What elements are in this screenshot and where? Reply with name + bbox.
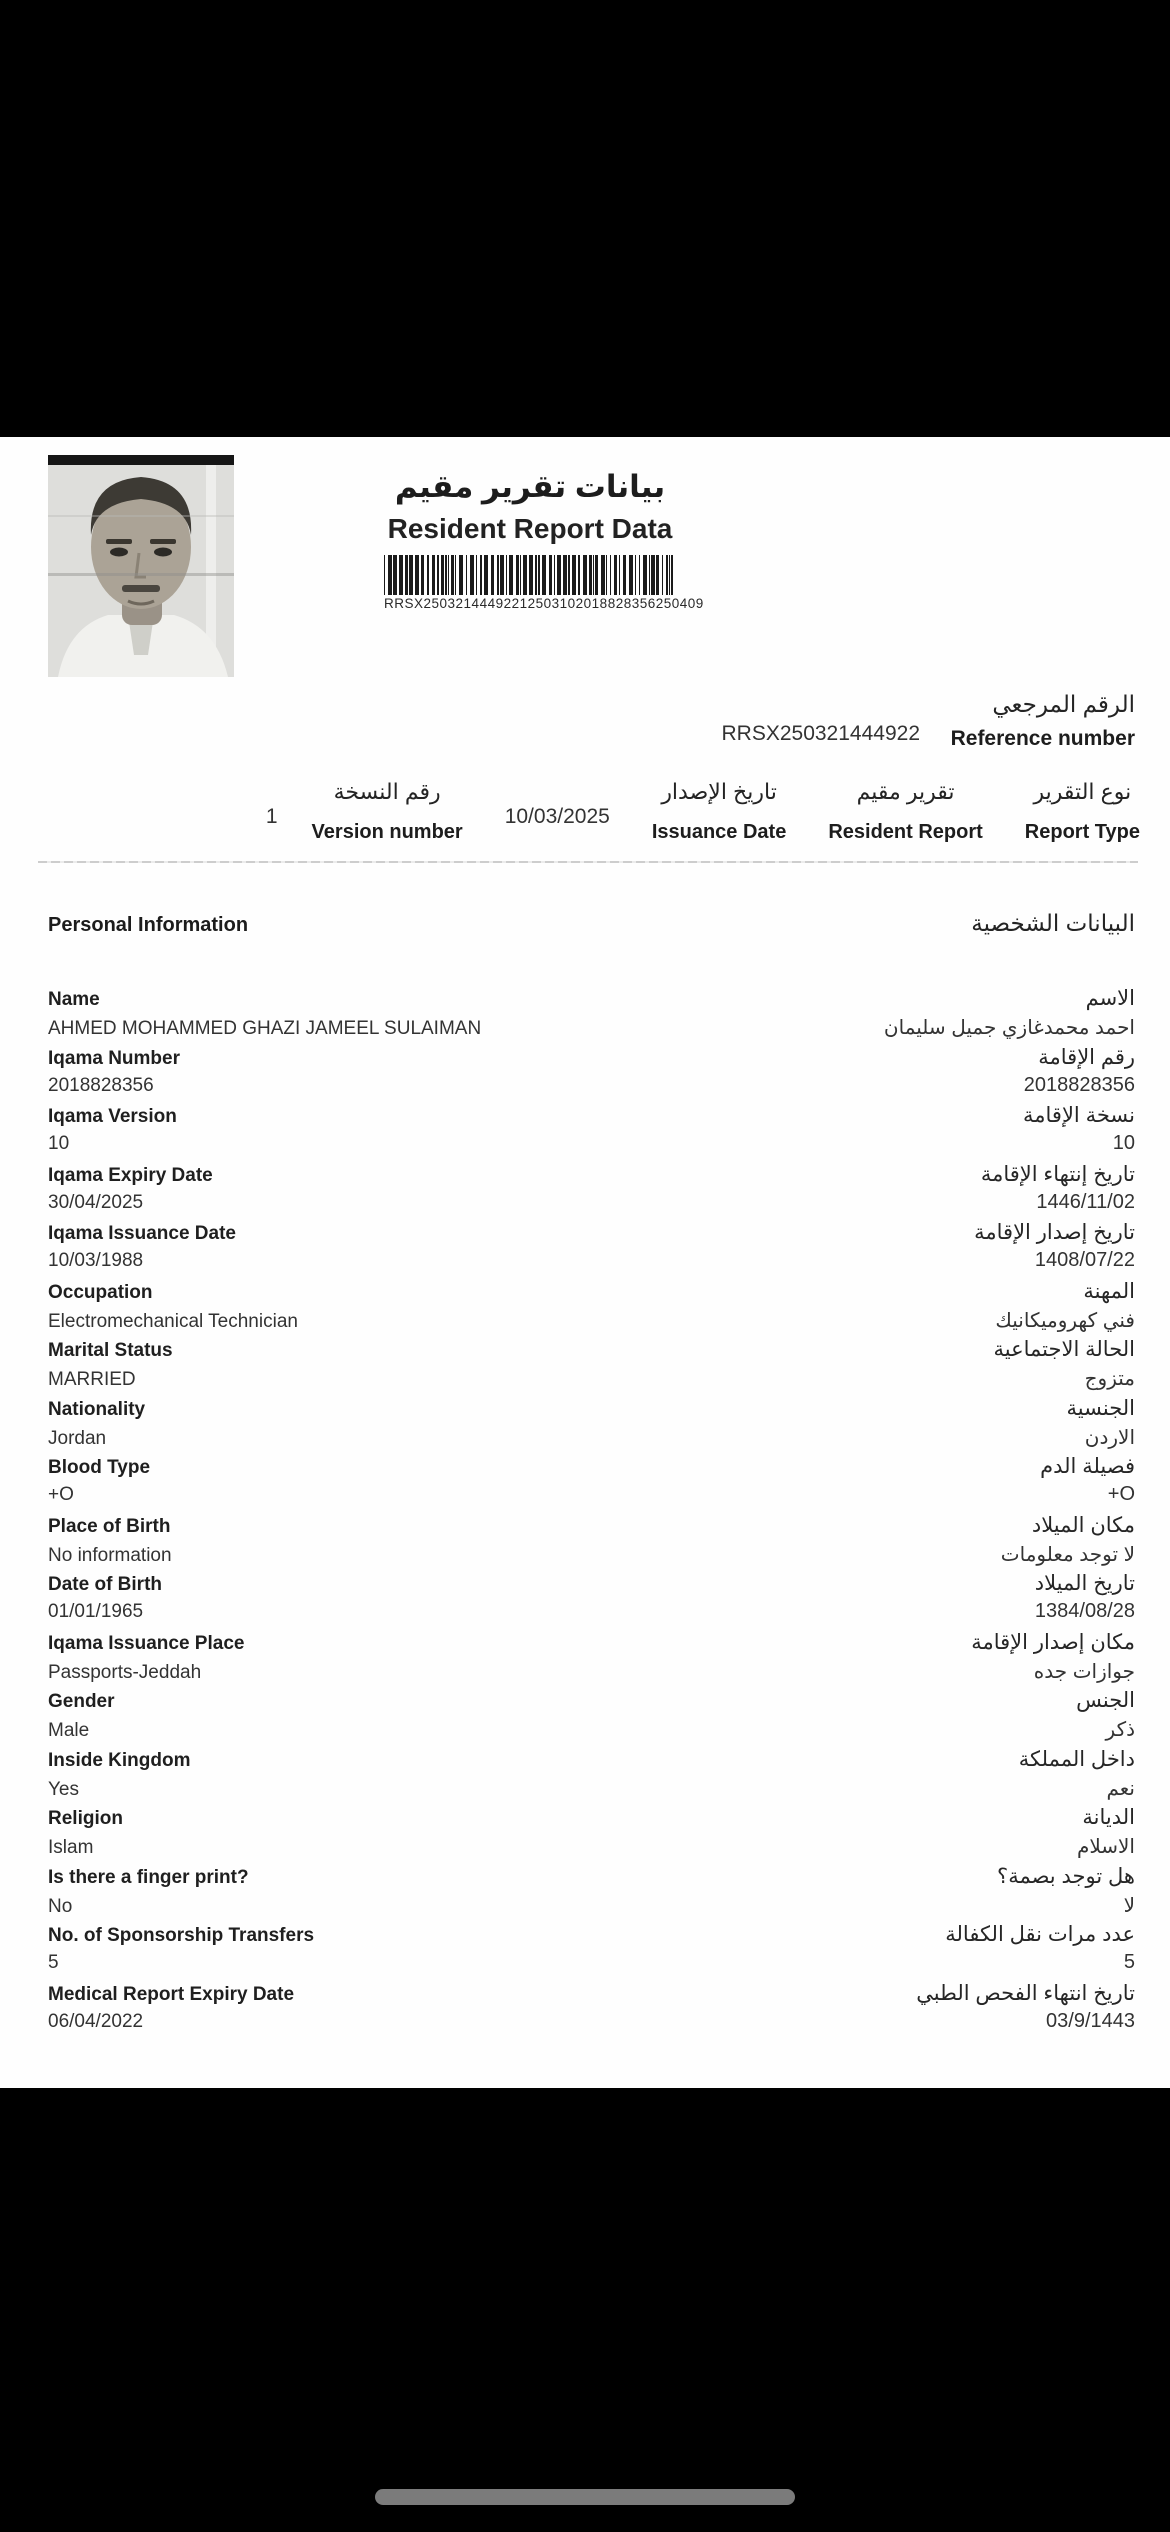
version-number-value: 1 — [265, 805, 278, 828]
issuance-date-label-english: Issuance Date — [651, 821, 787, 843]
version-number-label-english: Version number — [311, 821, 463, 843]
field-row — [48, 1922, 1135, 1981]
field-label-line — [48, 1864, 1135, 1893]
field-value-english: 01/01/1965 — [48, 1601, 144, 1622]
field-value-english: Male — [48, 1720, 90, 1741]
field-value-arabic: ذكر — [1105, 1719, 1135, 1741]
field-row — [48, 1162, 1135, 1221]
field-value-arabic: لا توجد معلومات — [1000, 1543, 1135, 1566]
field-row — [48, 1045, 1135, 1104]
field-value-arabic: لا — [1123, 1894, 1135, 1917]
field-value-line — [48, 1425, 1135, 1454]
field-label-arabic: الحالة الاجتماعية — [993, 1338, 1135, 1361]
field-value-line — [48, 1717, 1135, 1746]
report-value-arabic: تقرير مقيم — [856, 779, 955, 804]
barcode-block — [384, 555, 704, 611]
field-value-arabic: O+ — [1107, 1483, 1135, 1505]
field-row — [48, 1279, 1135, 1338]
field-value-arabic: 1446/11/02 — [1036, 1190, 1135, 1213]
field-label-line — [48, 1045, 1135, 1074]
field-value-arabic: الاردن — [1084, 1426, 1135, 1449]
field-label-arabic: تاريخ إنتهاء الإقامة — [980, 1162, 1135, 1186]
field-label-arabic: هل توجد بصمة؟ — [997, 1864, 1135, 1888]
field-label-line — [48, 1747, 1135, 1776]
field-row — [48, 1688, 1135, 1747]
field-label-line — [48, 1103, 1135, 1132]
field-value-english: Yes — [48, 1778, 79, 1800]
field-label-english: Iqama Issuance Date — [48, 1223, 236, 1244]
field-label-arabic: المهنة — [1083, 1279, 1135, 1303]
report-type-value-group — [828, 777, 982, 845]
field-value-line — [48, 1542, 1135, 1571]
field-value-line — [48, 1893, 1135, 1922]
field-label-english: Name — [48, 989, 100, 1010]
field-value-line — [48, 1191, 1135, 1220]
field-label-arabic: تاريخ الميلاد — [1034, 1572, 1135, 1595]
field-value-line — [48, 1659, 1135, 1688]
reference-number-value: RRSX250321444922 — [721, 722, 920, 745]
field-value-english: 10/03/1988 — [48, 1250, 144, 1271]
field-row — [48, 1864, 1135, 1923]
personal-information-title-english: Personal Information — [48, 914, 249, 936]
field-value-arabic: 10 — [1112, 1132, 1135, 1154]
field-label-english: Place of Birth — [48, 1515, 171, 1537]
reference-number-block — [951, 689, 1135, 753]
field-label-line — [48, 1220, 1135, 1249]
document-title-arabic: بيانات تقرير مقيم — [394, 469, 666, 504]
issuance-date-value: 10/03/2025 — [504, 805, 610, 828]
field-label-arabic: مكان إصدار الإقامة — [971, 1630, 1135, 1654]
field-label-english: Occupation — [48, 1281, 153, 1303]
report-meta-row — [266, 777, 1140, 845]
field-label-arabic: رقم الإقامة — [1038, 1045, 1135, 1069]
field-label-arabic: تاريخ إصدار الإقامة — [974, 1221, 1135, 1244]
field-row — [48, 1981, 1135, 2040]
field-label-arabic: فصيلة الدم — [1040, 1455, 1135, 1478]
field-value-english: Jordan — [48, 1427, 107, 1449]
field-label-english: Iqama Issuance Place — [48, 1632, 245, 1654]
field-value-english: No information — [48, 1544, 172, 1566]
field-value-english: No — [48, 1895, 73, 1917]
issuance-date-group — [652, 777, 787, 845]
field-value-line — [48, 1366, 1135, 1395]
field-value-arabic: فني كهروميكانيك — [995, 1309, 1135, 1332]
field-label-line — [48, 1513, 1135, 1542]
field-value-english: Electromechanical Technician — [48, 1310, 298, 1332]
field-label-english: Religion — [48, 1808, 123, 1829]
field-value-line — [48, 1074, 1135, 1103]
field-value-arabic: 1408/07/22 — [1034, 1249, 1135, 1271]
field-label-line — [48, 1162, 1135, 1191]
report-type-group — [1025, 777, 1140, 845]
field-label-line — [48, 1396, 1135, 1425]
field-value-line — [48, 1776, 1135, 1805]
field-value-line — [48, 1015, 1135, 1044]
field-label-arabic: نسخة الإقامة — [1023, 1104, 1135, 1127]
field-value-english: 06/04/2022 — [48, 2010, 144, 2032]
reference-label-arabic: الرقم المرجعي — [992, 691, 1135, 717]
field-value-english: 2018828356 — [48, 1074, 154, 1096]
field-value-english: Islam — [48, 1837, 94, 1858]
report-type-label-english: Report Type — [1024, 821, 1140, 843]
field-label-line — [48, 1922, 1135, 1951]
field-label-arabic: الجنس — [1076, 1689, 1135, 1712]
field-label-english: Inside Kingdom — [48, 1749, 191, 1771]
version-number-group — [312, 777, 463, 845]
field-label-line — [48, 1337, 1135, 1366]
field-label-english: Marital Status — [48, 1340, 173, 1361]
field-label-english: Nationality — [48, 1398, 146, 1420]
field-value-english: AHMED MOHAMMED GHAZI JAMEEL SULAIMAN — [48, 1018, 482, 1039]
resident-report-document[interactable] — [0, 437, 1170, 2088]
field-value-line — [48, 1308, 1135, 1337]
field-value-english: +O — [48, 1484, 74, 1505]
field-label-arabic: مكان الميلاد — [1031, 1513, 1135, 1537]
issuance-date-label-arabic: تاريخ الإصدار — [661, 779, 777, 804]
document-header — [300, 467, 760, 611]
field-label-english: Gender — [48, 1691, 115, 1712]
field-value-line — [48, 1483, 1135, 1512]
field-label-english: Iqama Version — [48, 1106, 177, 1127]
field-label-arabic: تاريخ انتهاء الفحص الطبي — [916, 1981, 1135, 2005]
field-value-line — [48, 1249, 1135, 1278]
field-value-arabic: متزوج — [1084, 1368, 1135, 1390]
document-title-english: Resident Report Data — [387, 513, 673, 544]
field-row — [48, 1337, 1135, 1396]
field-row — [48, 1571, 1135, 1630]
field-value-line — [48, 1600, 1135, 1629]
field-label-arabic: الديانة — [1082, 1806, 1135, 1829]
field-value-arabic: 1384/08/28 — [1034, 1600, 1135, 1622]
field-value-line — [48, 1951, 1135, 1980]
field-row — [48, 1396, 1135, 1455]
portrait-photo-image — [48, 455, 234, 677]
resident-photo — [48, 455, 234, 677]
field-label-arabic: عدد مرات نقل الكفالة — [945, 1923, 1135, 1946]
field-label-line — [48, 1279, 1135, 1308]
field-value-english: 30/04/2025 — [48, 1191, 144, 1213]
field-label-line — [48, 986, 1135, 1015]
field-value-arabic: نعم — [1106, 1777, 1135, 1800]
field-value-line — [48, 1834, 1135, 1863]
field-value-arabic: الاسلام — [1076, 1836, 1135, 1858]
field-row — [48, 1454, 1135, 1513]
field-value-arabic: احمد محمدغازي جميل سليمان — [883, 1017, 1135, 1039]
barcode-text: RRSX25032144492212503102018828356250409 — [384, 596, 704, 611]
personal-info-fields — [48, 986, 1135, 2039]
field-value-arabic: 2018828356 — [1023, 1073, 1135, 1096]
field-label-english: Is there a finger print? — [48, 1866, 249, 1888]
field-label-english: Blood Type — [48, 1457, 151, 1478]
home-indicator[interactable] — [375, 2489, 795, 2505]
version-number-label-arabic: رقم النسخة — [333, 779, 441, 804]
field-row — [48, 1220, 1135, 1279]
field-label-english: No. of Sponsorship Transfers — [48, 1925, 315, 1946]
field-value-english: MARRIED — [48, 1369, 136, 1390]
field-label-line — [48, 1454, 1135, 1483]
reference-label-english: Reference number — [950, 727, 1135, 750]
section-divider — [38, 861, 1138, 863]
field-value-english: 5 — [48, 1952, 59, 1973]
field-value-arabic: 5 — [1123, 1951, 1135, 1973]
field-value-line — [48, 2010, 1135, 2039]
field-value-line — [48, 1132, 1135, 1161]
field-label-english: Iqama Number — [48, 1047, 180, 1069]
field-label-english: Date of Birth — [48, 1574, 162, 1595]
field-label-line — [48, 1805, 1135, 1834]
report-type-label-arabic: نوع التقرير — [1033, 779, 1132, 804]
personal-information-header — [48, 910, 1135, 937]
field-row — [48, 986, 1135, 1045]
field-value-english: 10 — [48, 1133, 70, 1154]
field-label-line — [48, 1630, 1135, 1659]
field-label-english: Iqama Expiry Date — [48, 1164, 213, 1186]
field-value-english: Passports-Jeddah — [48, 1661, 202, 1683]
field-label-arabic: داخل المملكة — [1018, 1747, 1135, 1771]
field-row — [48, 1513, 1135, 1572]
barcode-image — [384, 555, 676, 595]
field-label-line — [48, 1571, 1135, 1600]
field-row — [48, 1630, 1135, 1689]
field-label-line — [48, 1981, 1135, 2010]
field-value-arabic: 03/9/1443 — [1046, 2009, 1135, 2032]
field-row — [48, 1747, 1135, 1806]
field-value-arabic: جوازات جده — [1033, 1660, 1135, 1683]
personal-information-title-arabic: البيانات الشخصية — [971, 910, 1135, 936]
field-label-arabic: الجنسية — [1066, 1396, 1135, 1420]
field-label-english: Medical Report Expiry Date — [48, 1983, 295, 2005]
field-row — [48, 1103, 1135, 1162]
field-label-arabic: الاسم — [1085, 987, 1135, 1010]
report-value-english: Resident Report — [828, 821, 983, 843]
field-label-line — [48, 1688, 1135, 1717]
field-row — [48, 1805, 1135, 1864]
